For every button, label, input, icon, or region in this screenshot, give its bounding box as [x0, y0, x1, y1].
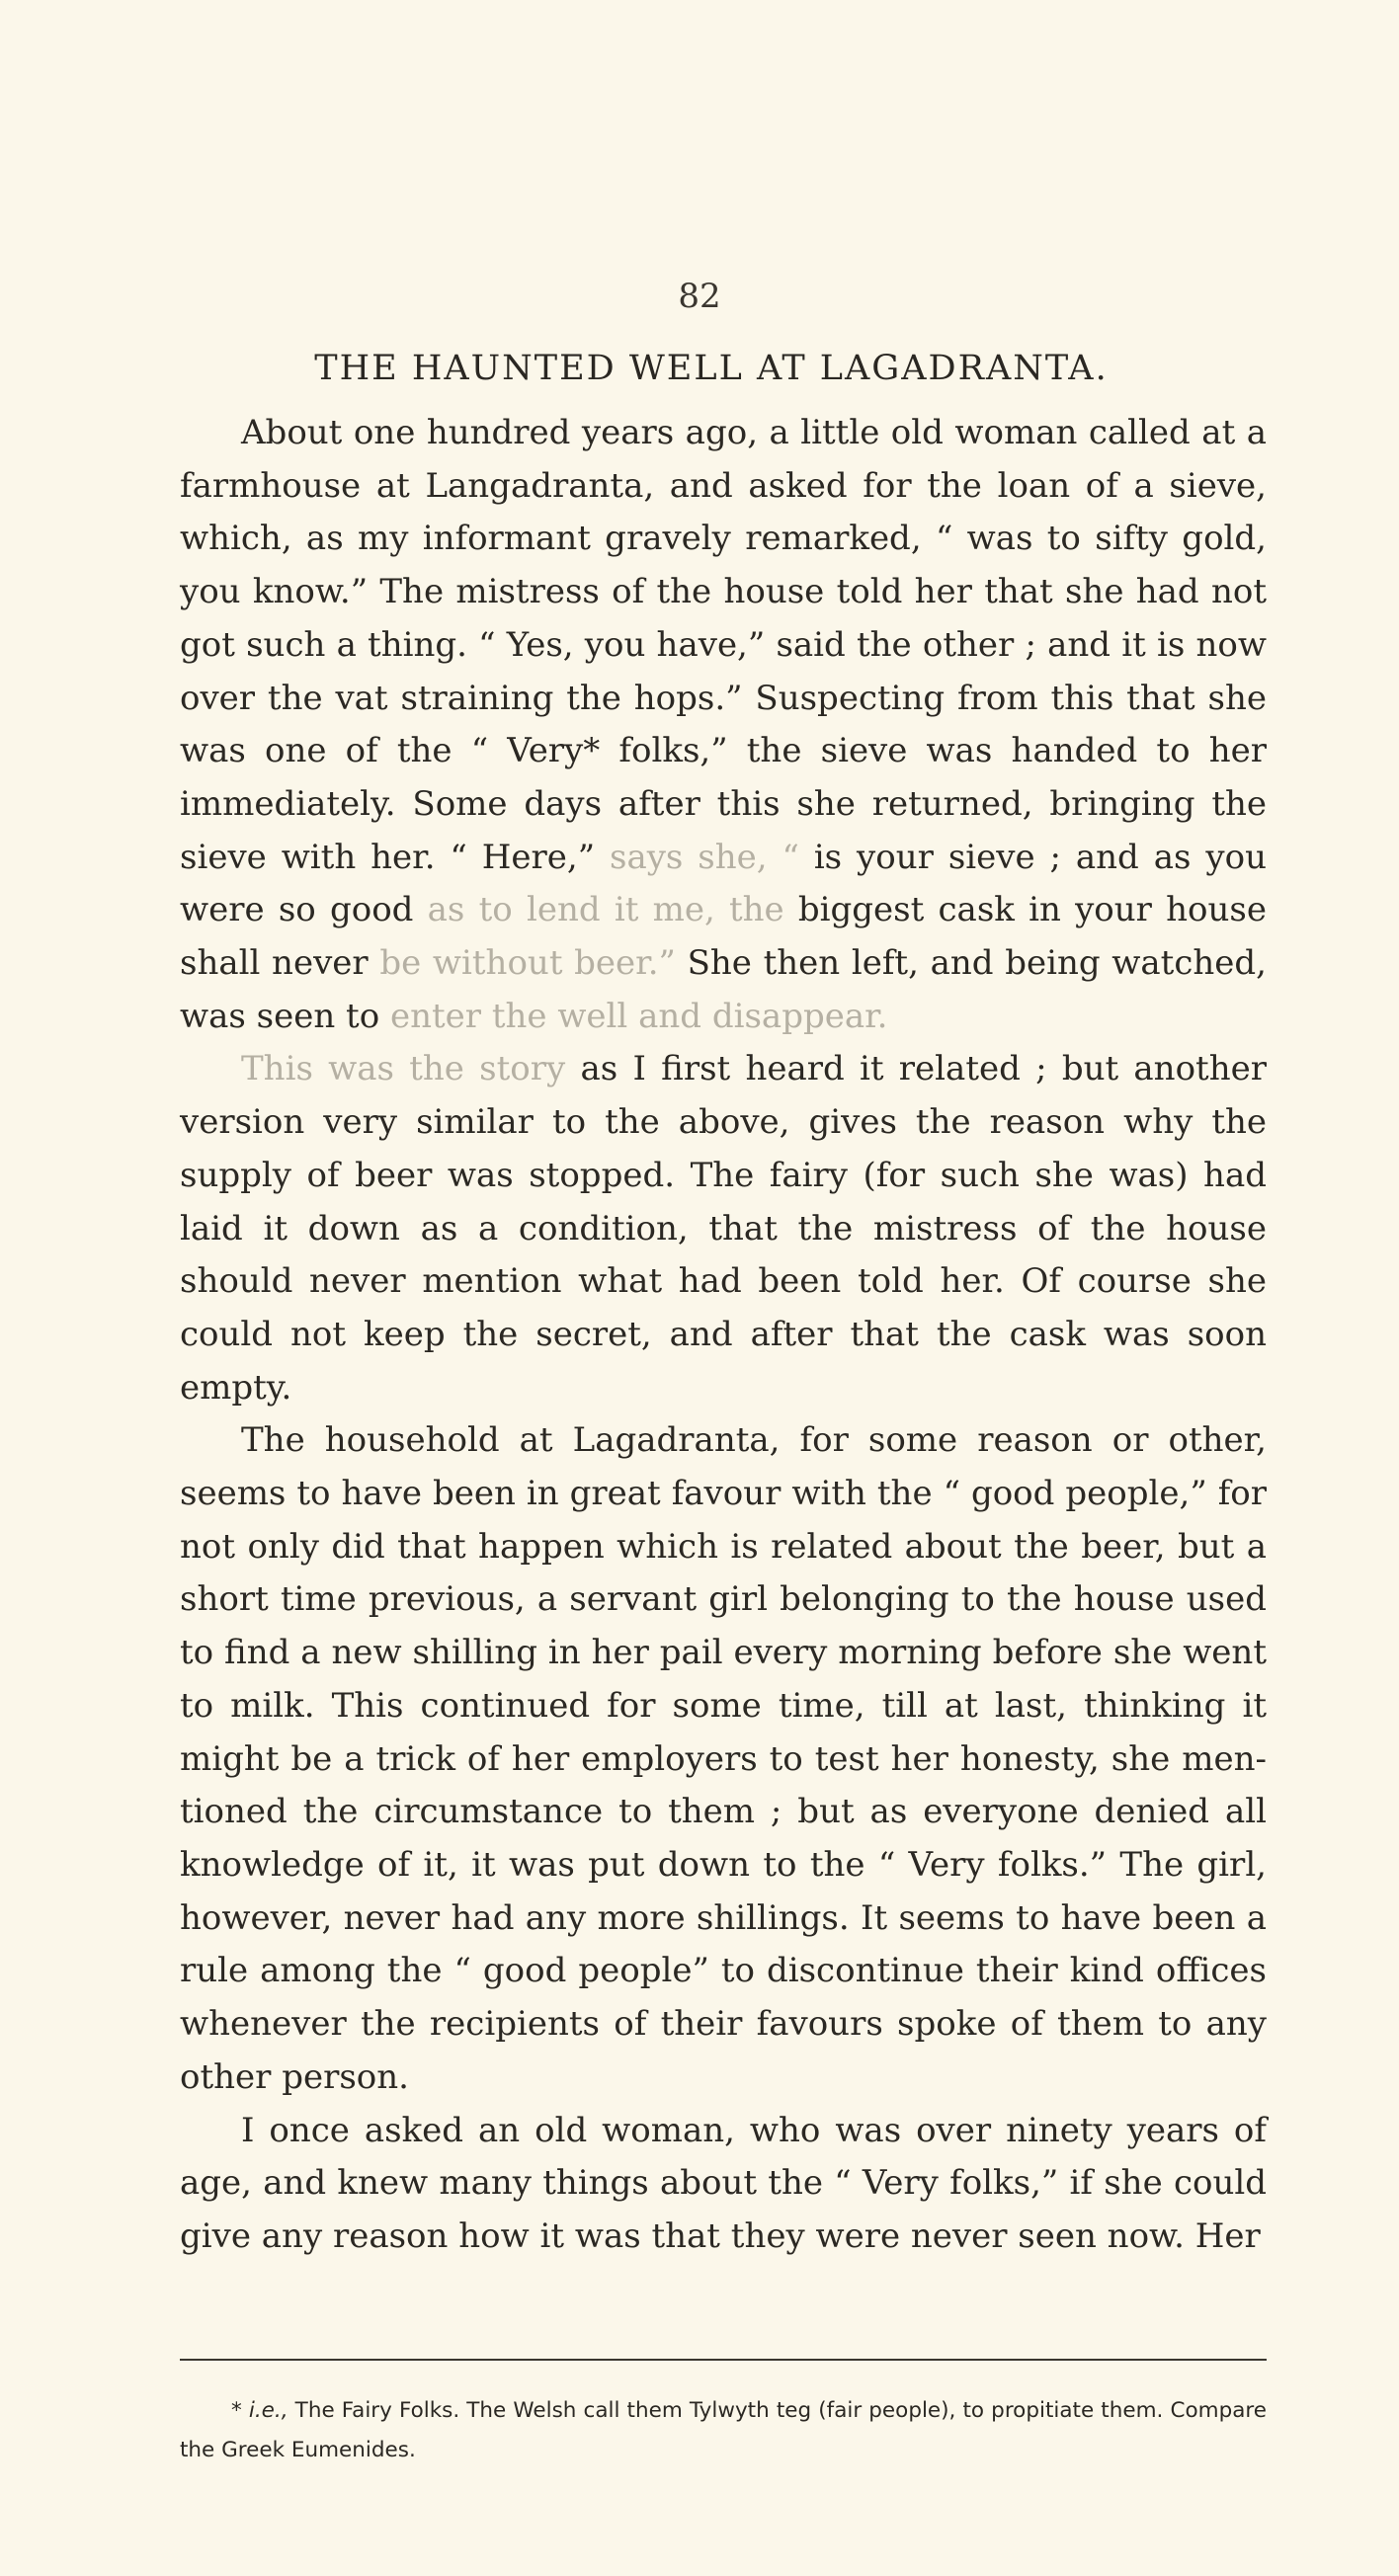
paragraph-4: I once asked an old woman, who was over ninety years of age, and knew many things about the “ Very folks,” if she could give any reason how it was that they were never seen now. Her: [180, 2110, 1267, 2256]
paragraph-2: [180, 1043, 1267, 1414]
body-text: [180, 407, 1267, 2264]
paragraph-1-text: is your sieve ; and as you were so good: [180, 837, 1267, 930]
paragraph-3: The household at Lagadranta, for some reason or other, seems to have been in great favour with the “ good people,” for not only did that happen which is related about the beer, but a short time previous, a servant girl belonging to the house used to find a new shilling in her pail every morning before she went to milk. This continued for some time, till at last, thinking it might be a trick of her employers to test her honesty, she mentioned the circumstance to them ; but as everyone denied all knowledge of it, it was put down to the “ Very folks.” The girl, however, never had any more shillings. It seems to have been a rule among the “ good people” to discontinue their kind offices whenever the recipients of their favours spoke of them to any other person.: [180, 1420, 1267, 2097]
faded-text: as to lend it me, the: [427, 890, 798, 930]
chapter-title: THE HAUNTED WELL AT LAGADRANTA.: [314, 349, 1109, 388]
faded-text: be without beer.”: [379, 943, 688, 984]
paragraph-1: [180, 407, 1267, 1043]
footnote-ie: i.e.,: [248, 2398, 288, 2423]
footnote-marker: *: [231, 2398, 242, 2423]
paragraph-1-text: About one hundred years ago, a little old woman called at a farmhouse at Langadranta, and asked for the loan of a sieve, which, as my informant gravely remarked, “ was to sifty gold, you know.” The mistress of the house told her that she had not got such a thing. “ Yes, you have,” said the other ; and it is now over the vat straining the hops.” Suspecting from this that she was one of the “ Very* folks,” the sieve was handed to her immediately. Some days after this she returned, bringing the sieve with her. “ Here,”: [180, 413, 1267, 877]
faded-text: This was the story: [241, 1049, 566, 1089]
footnote-paragraph: [180, 2391, 1267, 2470]
faded-text: enter the well and disappear.: [389, 996, 888, 1036]
faded-text: says she, “: [610, 837, 814, 877]
paragraph-1-text: biggest cask in your house shall never: [180, 890, 1267, 984]
page-number: 82: [678, 277, 721, 316]
footnote: [180, 2391, 1267, 2470]
footnote-text: The Fairy Folks. The Welsh call them Tylwyth teg (fair people), to propitiate them. Compare the Greek Eumenides.: [180, 2398, 1267, 2462]
footnote-divider: [180, 2359, 1267, 2361]
paragraph-2-text: as I first heard it related ; but another version very similar to the above, gives the reason why the supply of beer was stopped. The fairy (for such she was) had laid it down as a condition, that the mistress of the house should never mention what had been told her. Of course she could not keep the secret, and after that the cask was soon empty.: [180, 1049, 1267, 1408]
paragraph-1-text: She then left, and being watched, was seen to: [180, 943, 1267, 1036]
